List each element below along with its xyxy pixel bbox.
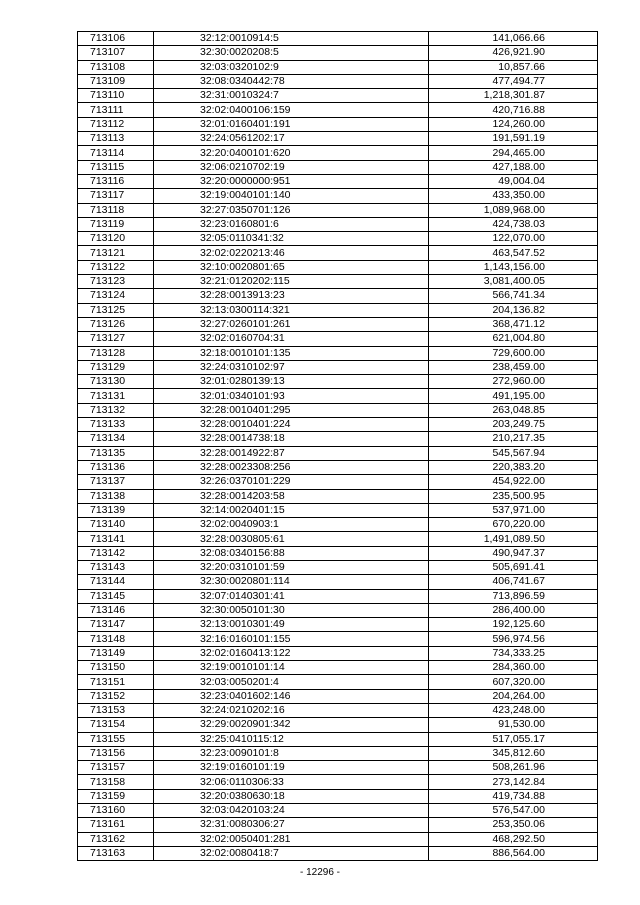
page-number: - 12296 -: [299, 867, 341, 878]
amount-cell: 1,089,968.00: [429, 203, 598, 217]
table-row: [78, 589, 598, 603]
record-id-cell: 713152: [78, 689, 154, 703]
amount-cell: 124,260.00: [429, 117, 598, 131]
record-id-cell: 713154: [78, 718, 154, 732]
table-row: [78, 332, 598, 346]
cadastral-number-cell: 32:03:0050201:4: [154, 675, 429, 689]
record-id-cell: 713161: [78, 818, 154, 832]
cadastral-number-cell: 32:20:0000000:951: [154, 174, 429, 188]
amount-cell: 576,547.00: [429, 804, 598, 818]
amount-cell: 545,567.94: [429, 446, 598, 460]
amount-cell: 427,188.00: [429, 160, 598, 174]
record-id-cell: 713157: [78, 761, 154, 775]
cadastral-number-cell: 32:30:0020208:5: [154, 46, 429, 60]
cadastral-number-cell: 32:02:0040903:1: [154, 518, 429, 532]
cadastral-number-cell: 32:07:0140301:41: [154, 589, 429, 603]
cadastral-number-cell: 32:19:0160101:19: [154, 761, 429, 775]
record-id-cell: 713158: [78, 775, 154, 789]
record-id-cell: 713160: [78, 804, 154, 818]
cadastral-number-cell: 32:16:0160101:155: [154, 632, 429, 646]
amount-cell: 49,004.04: [429, 174, 598, 188]
amount-cell: 91,530.00: [429, 718, 598, 732]
amount-cell: 220,383.20: [429, 460, 598, 474]
table-row: [78, 475, 598, 489]
amount-cell: 490,947.37: [429, 546, 598, 560]
table-row: [78, 360, 598, 374]
table-row: [78, 203, 598, 217]
cadastral-number-cell: 32:20:0380630:18: [154, 789, 429, 803]
table-row: [78, 32, 598, 46]
cadastral-number-cell: 32:12:0010914:5: [154, 32, 429, 46]
table-row: [78, 289, 598, 303]
table-row: [78, 746, 598, 760]
amount-cell: 192,125.60: [429, 618, 598, 632]
cadastral-number-cell: 32:27:0350701:126: [154, 203, 429, 217]
amount-cell: 423,248.00: [429, 703, 598, 717]
cadastral-number-cell: 32:27:0260101:261: [154, 317, 429, 331]
cadastral-number-cell: 32:29:0020901:342: [154, 718, 429, 732]
amount-cell: 141,066.66: [429, 32, 598, 46]
cadastral-number-cell: 32:19:0040101:140: [154, 189, 429, 203]
record-id-cell: 713144: [78, 575, 154, 589]
table-row: [78, 675, 598, 689]
record-id-cell: 713120: [78, 232, 154, 246]
cadastral-number-cell: 32:13:0010301:49: [154, 618, 429, 632]
table-row: [78, 117, 598, 131]
record-id-cell: 713163: [78, 846, 154, 860]
record-id-cell: 713128: [78, 346, 154, 360]
amount-cell: 537,971.00: [429, 503, 598, 517]
cadastral-number-cell: 32:28:0014922:87: [154, 446, 429, 460]
record-id-cell: 713119: [78, 217, 154, 231]
cadastral-number-cell: 32:23:0090101:8: [154, 746, 429, 760]
record-id-cell: 713137: [78, 475, 154, 489]
amount-cell: 886,564.00: [429, 846, 598, 860]
cadastral-number-cell: 32:28:0010401:295: [154, 403, 429, 417]
cadastral-number-cell: 32:01:0340101:93: [154, 389, 429, 403]
table-row: [78, 260, 598, 274]
cadastral-number-cell: 32:30:0050101:30: [154, 603, 429, 617]
amount-cell: 238,459.00: [429, 360, 598, 374]
record-id-cell: 713122: [78, 260, 154, 274]
amount-cell: 235,500.95: [429, 489, 598, 503]
record-id-cell: 713153: [78, 703, 154, 717]
record-id-cell: 713136: [78, 460, 154, 474]
cadastral-number-cell: 32:10:0020801:65: [154, 260, 429, 274]
amount-cell: 263,048.85: [429, 403, 598, 417]
records-table-body: [78, 32, 598, 861]
record-id-cell: 713126: [78, 317, 154, 331]
amount-cell: 286,400.00: [429, 603, 598, 617]
cadastral-number-cell: 32:31:0010324:7: [154, 89, 429, 103]
amount-cell: 204,264.00: [429, 689, 598, 703]
table-row: [78, 389, 598, 403]
record-id-cell: 713113: [78, 132, 154, 146]
record-id-cell: 713121: [78, 246, 154, 260]
cadastral-number-cell: 32:14:0020401:15: [154, 503, 429, 517]
record-id-cell: 713110: [78, 89, 154, 103]
table-row: [78, 375, 598, 389]
amount-cell: 463,547.52: [429, 246, 598, 260]
record-id-cell: 713129: [78, 360, 154, 374]
record-id-cell: 713116: [78, 174, 154, 188]
cadastral-number-cell: 32:06:0110306:33: [154, 775, 429, 789]
record-id-cell: 713106: [78, 32, 154, 46]
amount-cell: 508,261.96: [429, 761, 598, 775]
table-row: [78, 303, 598, 317]
record-id-cell: 713123: [78, 275, 154, 289]
table-row: [78, 160, 598, 174]
record-id-cell: 713117: [78, 189, 154, 203]
table-row: [78, 789, 598, 803]
cadastral-number-cell: 32:26:0370101:229: [154, 475, 429, 489]
amount-cell: 1,218,301.87: [429, 89, 598, 103]
amount-cell: 122,070.00: [429, 232, 598, 246]
amount-cell: 1,143,156.00: [429, 260, 598, 274]
record-id-cell: 713139: [78, 503, 154, 517]
record-id-cell: 713143: [78, 560, 154, 574]
table-row: [78, 832, 598, 846]
table-row: [78, 560, 598, 574]
cadastral-number-cell: 32:28:0014738:18: [154, 432, 429, 446]
table-row: [78, 103, 598, 117]
amount-cell: 734,333.25: [429, 646, 598, 660]
amount-cell: 272,960.00: [429, 375, 598, 389]
table-row: [78, 818, 598, 832]
cadastral-number-cell: 32:02:0080418:7: [154, 846, 429, 860]
table-row: [78, 646, 598, 660]
cadastral-number-cell: 32:23:0160801:6: [154, 217, 429, 231]
cadastral-number-cell: 32:21:0120202:115: [154, 275, 429, 289]
table-row: [78, 460, 598, 474]
record-id-cell: 713145: [78, 589, 154, 603]
amount-cell: 621,004.80: [429, 332, 598, 346]
record-id-cell: 713155: [78, 732, 154, 746]
amount-cell: 210,217.35: [429, 432, 598, 446]
amount-cell: 426,921.90: [429, 46, 598, 60]
amount-cell: 566,741.34: [429, 289, 598, 303]
amount-cell: 713,896.59: [429, 589, 598, 603]
record-id-cell: 713115: [78, 160, 154, 174]
record-id-cell: 713140: [78, 518, 154, 532]
amount-cell: 294,465.00: [429, 146, 598, 160]
amount-cell: 204,136.82: [429, 303, 598, 317]
table-row: [78, 146, 598, 160]
table-row: [78, 189, 598, 203]
amount-cell: 10,857.66: [429, 60, 598, 74]
record-id-cell: 713133: [78, 418, 154, 432]
cadastral-number-cell: 32:25:0410115:12: [154, 732, 429, 746]
table-row: [78, 632, 598, 646]
amount-cell: 517,055.17: [429, 732, 598, 746]
amount-cell: 505,691.41: [429, 560, 598, 574]
cadastral-number-cell: 32:18:0010101:135: [154, 346, 429, 360]
record-id-cell: 713141: [78, 532, 154, 546]
cadastral-number-cell: 32:01:0160401:191: [154, 117, 429, 131]
cadastral-number-cell: 32:20:0310101:59: [154, 560, 429, 574]
table-row: [78, 346, 598, 360]
cadastral-number-cell: 32:24:0210202:16: [154, 703, 429, 717]
amount-cell: 670,220.00: [429, 518, 598, 532]
table-row: [78, 661, 598, 675]
amount-cell: 477,494.77: [429, 74, 598, 88]
amount-cell: 454,922.00: [429, 475, 598, 489]
cadastral-number-cell: 32:24:0310102:97: [154, 360, 429, 374]
table-row: [78, 74, 598, 88]
table-row: [78, 689, 598, 703]
record-id-cell: 713132: [78, 403, 154, 417]
amount-cell: 1,491,089.50: [429, 532, 598, 546]
amount-cell: 607,320.00: [429, 675, 598, 689]
amount-cell: 406,741.67: [429, 575, 598, 589]
amount-cell: 253,350.06: [429, 818, 598, 832]
table-row: [78, 232, 598, 246]
table-row: [78, 446, 598, 460]
cadastral-number-cell: 32:28:0013913:23: [154, 289, 429, 303]
table-row: [78, 804, 598, 818]
table-row: [78, 89, 598, 103]
amount-cell: 433,350.00: [429, 189, 598, 203]
amount-cell: 420,716.88: [429, 103, 598, 117]
cadastral-number-cell: 32:13:0300114:321: [154, 303, 429, 317]
table-row: [78, 546, 598, 560]
record-id-cell: 713156: [78, 746, 154, 760]
table-row: [78, 732, 598, 746]
record-id-cell: 713151: [78, 675, 154, 689]
amount-cell: 273,142.84: [429, 775, 598, 789]
table-row: [78, 418, 598, 432]
record-id-cell: 713135: [78, 446, 154, 460]
cadastral-number-cell: 32:28:0030805:61: [154, 532, 429, 546]
table-row: [78, 846, 598, 860]
cadastral-number-cell: 32:28:0023308:256: [154, 460, 429, 474]
record-id-cell: 713131: [78, 389, 154, 403]
record-id-cell: 713112: [78, 117, 154, 131]
table-row: [78, 317, 598, 331]
cadastral-number-cell: 32:28:0014203:58: [154, 489, 429, 503]
record-id-cell: 713148: [78, 632, 154, 646]
record-id-cell: 713114: [78, 146, 154, 160]
record-id-cell: 713118: [78, 203, 154, 217]
record-id-cell: 713162: [78, 832, 154, 846]
record-id-cell: 713159: [78, 789, 154, 803]
table-row: [78, 275, 598, 289]
amount-cell: 203,249.75: [429, 418, 598, 432]
amount-cell: 3,081,400.05: [429, 275, 598, 289]
table-row: [78, 518, 598, 532]
table-row: [78, 761, 598, 775]
records-table: [77, 31, 598, 861]
amount-cell: 419,734.88: [429, 789, 598, 803]
cadastral-number-cell: 32:30:0020801:114: [154, 575, 429, 589]
table-row: [78, 46, 598, 60]
table-row: [78, 532, 598, 546]
table-row: [78, 432, 598, 446]
table-row: [78, 603, 598, 617]
cadastral-number-cell: 32:06:0210702:19: [154, 160, 429, 174]
record-id-cell: 713124: [78, 289, 154, 303]
cadastral-number-cell: 32:02:0400106:159: [154, 103, 429, 117]
cadastral-number-cell: 32:28:0010401:224: [154, 418, 429, 432]
amount-cell: 284,360.00: [429, 661, 598, 675]
cadastral-number-cell: 32:01:0280139:13: [154, 375, 429, 389]
amount-cell: 345,812.60: [429, 746, 598, 760]
cadastral-number-cell: 32:19:0010101:14: [154, 661, 429, 675]
record-id-cell: 713109: [78, 74, 154, 88]
amount-cell: 368,471.12: [429, 317, 598, 331]
record-id-cell: 713125: [78, 303, 154, 317]
amount-cell: 468,292.50: [429, 832, 598, 846]
cadastral-number-cell: 32:23:0401602:146: [154, 689, 429, 703]
table-row: [78, 703, 598, 717]
cadastral-number-cell: 32:03:0320102:9: [154, 60, 429, 74]
table-row: [78, 132, 598, 146]
cadastral-number-cell: 32:02:0220213:46: [154, 246, 429, 260]
table-row: [78, 403, 598, 417]
record-id-cell: 713149: [78, 646, 154, 660]
table-row: [78, 718, 598, 732]
record-id-cell: 713108: [78, 60, 154, 74]
cadastral-number-cell: 32:08:0340442:78: [154, 74, 429, 88]
record-id-cell: 713127: [78, 332, 154, 346]
table-row: [78, 489, 598, 503]
amount-cell: 424,738.03: [429, 217, 598, 231]
cadastral-number-cell: 32:08:0340156:88: [154, 546, 429, 560]
amount-cell: 191,591.19: [429, 132, 598, 146]
table-row: [78, 503, 598, 517]
cadastral-number-cell: 32:02:0050401:281: [154, 832, 429, 846]
amount-cell: 491,195.00: [429, 389, 598, 403]
amount-cell: 729,600.00: [429, 346, 598, 360]
table-row: [78, 618, 598, 632]
record-id-cell: 713138: [78, 489, 154, 503]
cadastral-number-cell: 32:20:0400101:620: [154, 146, 429, 160]
table-row: [78, 174, 598, 188]
cadastral-number-cell: 32:02:0160704:31: [154, 332, 429, 346]
record-id-cell: 713134: [78, 432, 154, 446]
record-id-cell: 713146: [78, 603, 154, 617]
cadastral-number-cell: 32:24:0561202:17: [154, 132, 429, 146]
record-id-cell: 713150: [78, 661, 154, 675]
cadastral-number-cell: 32:31:0080306:27: [154, 818, 429, 832]
cadastral-number-cell: 32:03:0420103:24: [154, 804, 429, 818]
record-id-cell: 713130: [78, 375, 154, 389]
cadastral-number-cell: 32:02:0160413:122: [154, 646, 429, 660]
table-row: [78, 246, 598, 260]
table-row: [78, 775, 598, 789]
table-row: [78, 60, 598, 74]
record-id-cell: 713107: [78, 46, 154, 60]
record-id-cell: 713142: [78, 546, 154, 560]
table-row: [78, 575, 598, 589]
cadastral-number-cell: 32:05:0110341:32: [154, 232, 429, 246]
record-id-cell: 713147: [78, 618, 154, 632]
table-row: [78, 217, 598, 231]
amount-cell: 596,974.56: [429, 632, 598, 646]
record-id-cell: 713111: [78, 103, 154, 117]
